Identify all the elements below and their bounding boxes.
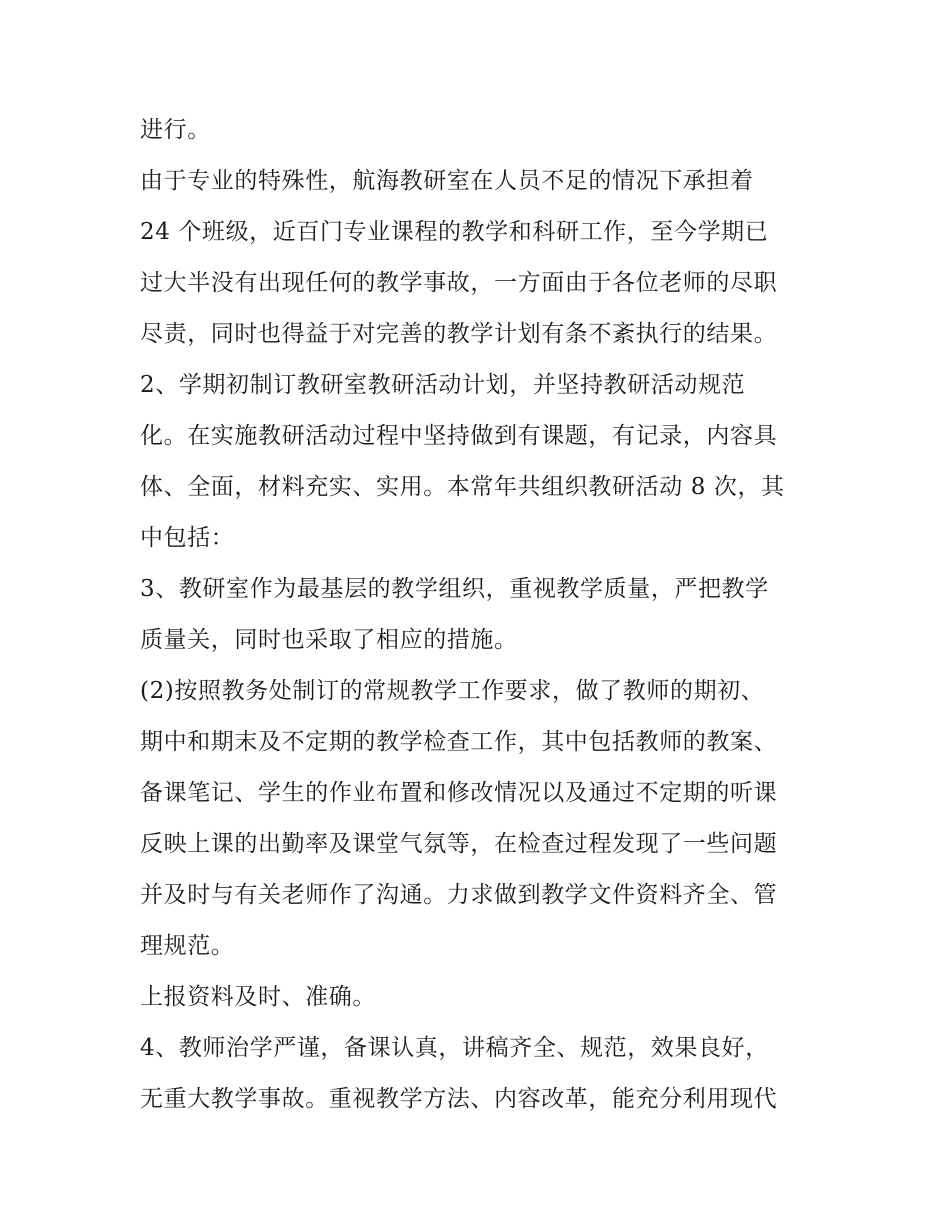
text-line: 2、学期初制订教研室教研活动计划，并坚持教研活动规范 [140,372,746,398]
text-line: 无重大教学事故。重视教学方法、内容改革，能充分利用现代 [140,1086,778,1112]
text-line: 3、教研室作为最基层的教学组织，重视教学质量，严把教学 [140,576,769,602]
text-line: 中包括： [140,525,235,551]
text-line: 期中和期末及不定期的教学检查工作，其中包括教师的教案、 [140,729,778,755]
text-line: 质量关，同时也采取了相应的措施。 [140,627,518,653]
text-line: 尽责，同时也得益于对完善的教学计划有条不紊执行的结果。 [140,321,778,347]
text-line: (2)按照教务处制订的常规教学工作要求，做了教师的期初、 [140,678,765,704]
document-body [140,105,840,1125]
text-line: 4、教师治学严谨，备课认真，讲稿齐全、规范，效果良好， [140,1035,769,1061]
text-line: 备课笔记、学生的作业布置和修改情况以及通过不定期的听课 [140,780,778,806]
text-line: 由于专业的特殊性，航海教研室在人员不足的情况下承担着 [140,168,754,194]
text-line: 反映上课的出勤率及课堂气氛等，在检查过程发现了一些问题 [140,831,778,857]
text-line: 过大半没有出现任何的教学事故，一方面由于各位老师的尽职 [140,270,778,296]
text-line: 进行。 [140,117,211,143]
text-line: 24 个班级，近百门专业课程的教学和科研工作，至今学期已 [140,219,769,245]
text-line: 并及时与有关老师作了沟通。力求做到教学文件资料齐全、管 [140,882,778,908]
text-line: 化。在实施教研活动过程中坚持做到有课题，有记录，内容具 [140,423,778,449]
text-line: 理规范。 [140,933,235,959]
text-line: 上报资料及时、准确。 [140,984,376,1010]
text-line: 体、全面，材料充实、实用。本常年共组织教研活动 8 次，其 [140,474,785,500]
